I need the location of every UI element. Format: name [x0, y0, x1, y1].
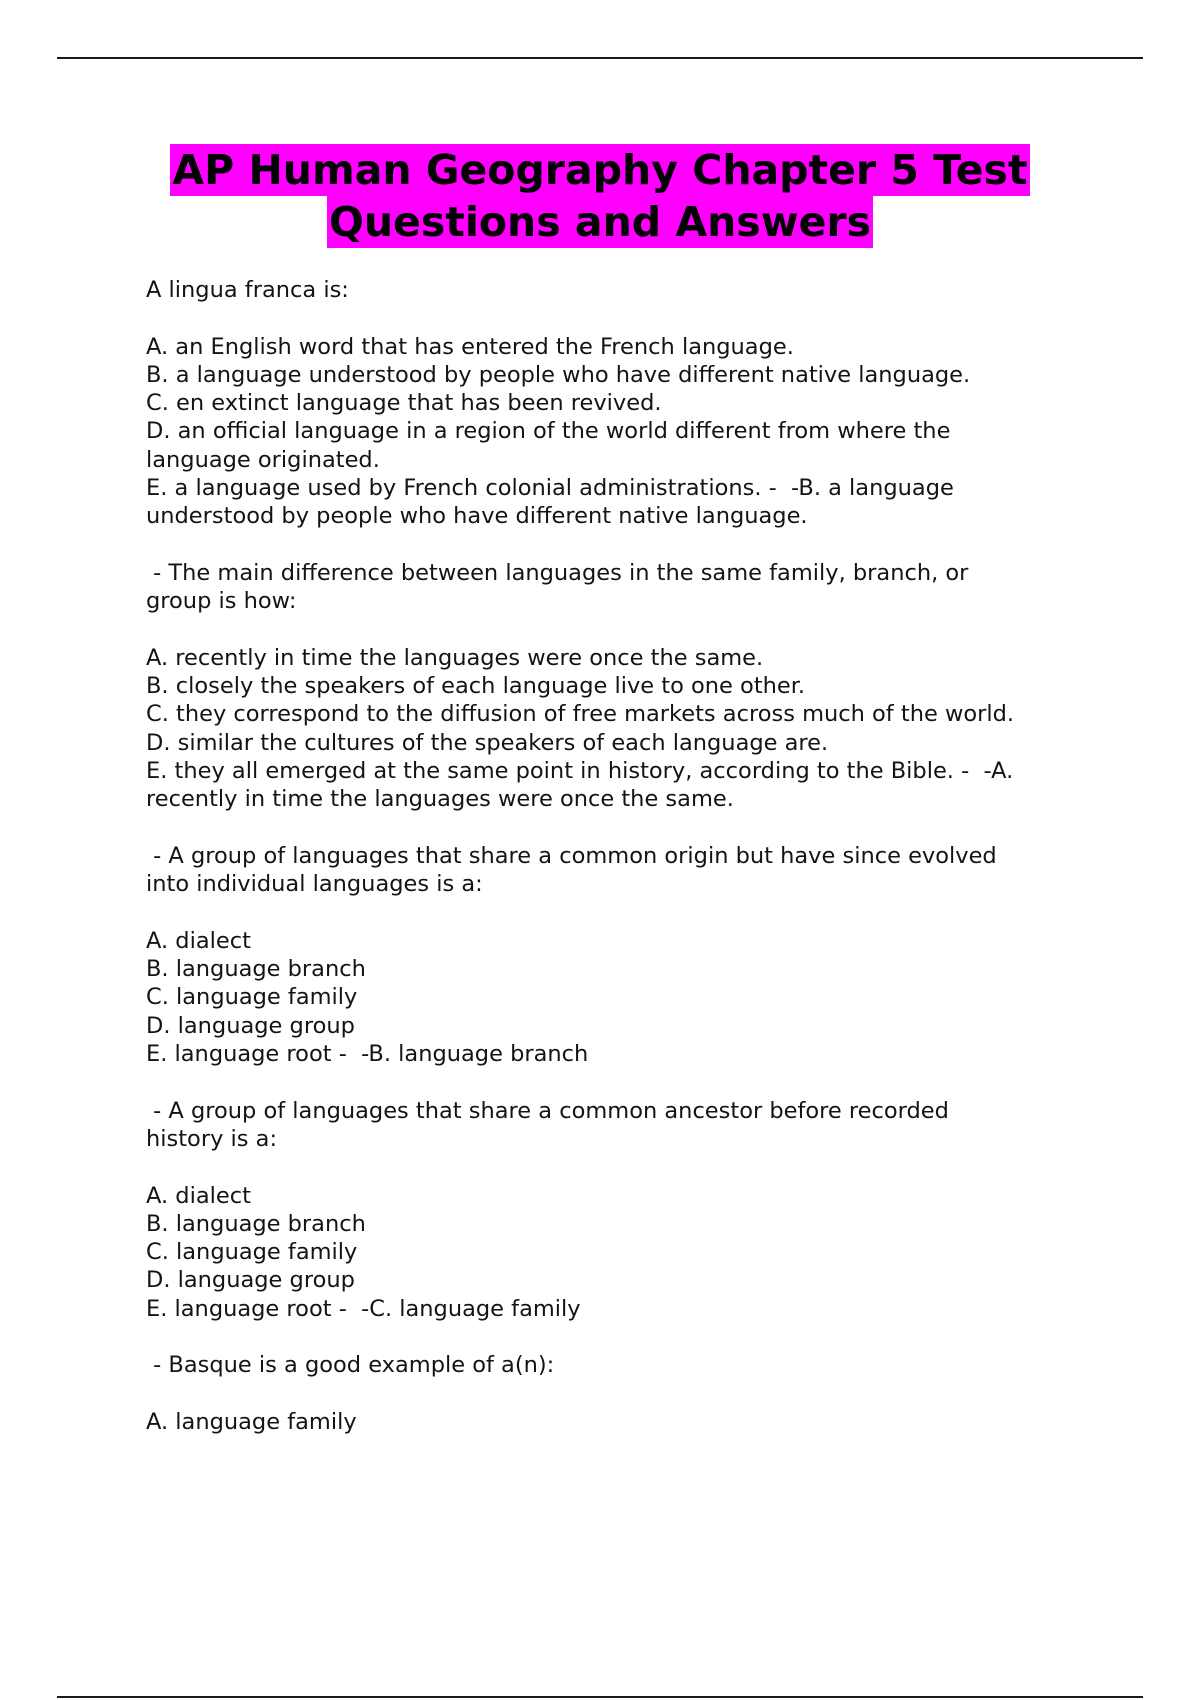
answer-option: B. a language understood by people who have different native language. [146, 361, 971, 388]
answer-option: E. language root - -C. language family [146, 1295, 581, 1322]
question-prompt: - A group of languages that share a common ancestor before recorded [146, 1097, 949, 1124]
answer-option: C. language family [146, 984, 358, 1011]
answer-option: language originated. [146, 446, 380, 473]
answer-option: B. language branch [146, 1210, 366, 1237]
question-item [146, 1097, 1096, 1323]
answer-option: C. en extinct language that has been revived. [146, 390, 662, 417]
question-item [146, 1351, 1096, 1436]
answer-option: recently in time the languages were once the same. [146, 786, 734, 813]
question-prompt: into individual languages is a: [146, 871, 483, 898]
top-divider [57, 57, 1143, 59]
bottom-divider [57, 1696, 1143, 1698]
answer-option: D. similar the cultures of the speakers of each language are. [146, 729, 829, 756]
answer-option: C. language family [146, 1239, 358, 1266]
question-prompt: - The main difference between languages in the same family, branch, or [146, 559, 969, 586]
answer-option: A. dialect [146, 927, 251, 954]
answer-option: B. language branch [146, 956, 366, 983]
question-prompt: - A group of languages that share a common origin but have since evolved [146, 842, 997, 869]
question-prompt: A lingua franca is: [146, 277, 349, 303]
question-list [146, 276, 1096, 1436]
answer-option: A. language family [146, 1408, 357, 1435]
title-line-1: AP Human Geography Chapter 5 Test [172, 146, 1028, 194]
answer-option: E. language root - -B. language branch [146, 1041, 589, 1068]
question-item [146, 842, 1096, 1068]
answer-option: A. recently in time the languages were once the same. [146, 644, 764, 671]
question-item [146, 276, 1096, 531]
answer-option: B. closely the speakers of each language live to one other. [146, 673, 806, 700]
answer-option: A. dialect [146, 1182, 251, 1209]
page-title [100, 144, 1100, 248]
answer-option: D. language group [146, 1012, 355, 1039]
question-prompt: history is a: [146, 1125, 278, 1152]
answer-option: D. language group [146, 1267, 355, 1294]
title-line-2: Questions and Answers [328, 198, 872, 246]
answer-option: C. they correspond to the diffusion of free markets across much of the world. [146, 701, 1015, 728]
answer-option: E. they all emerged at the same point in history, according to the Bible. - -A. [146, 758, 1014, 785]
answer-option: A. an English word that has entered the French language. [146, 333, 794, 360]
answer-option: E. a language used by French colonial administrations. - -B. a language [146, 475, 954, 502]
answer-option: D. an official language in a region of the world different from where the [146, 418, 951, 445]
answer-option: understood by people who have different native language. [146, 503, 808, 530]
question-prompt: - Basque is a good example of a(n): [146, 1352, 555, 1379]
question-item [146, 559, 1096, 814]
question-prompt: group is how: [146, 588, 297, 615]
